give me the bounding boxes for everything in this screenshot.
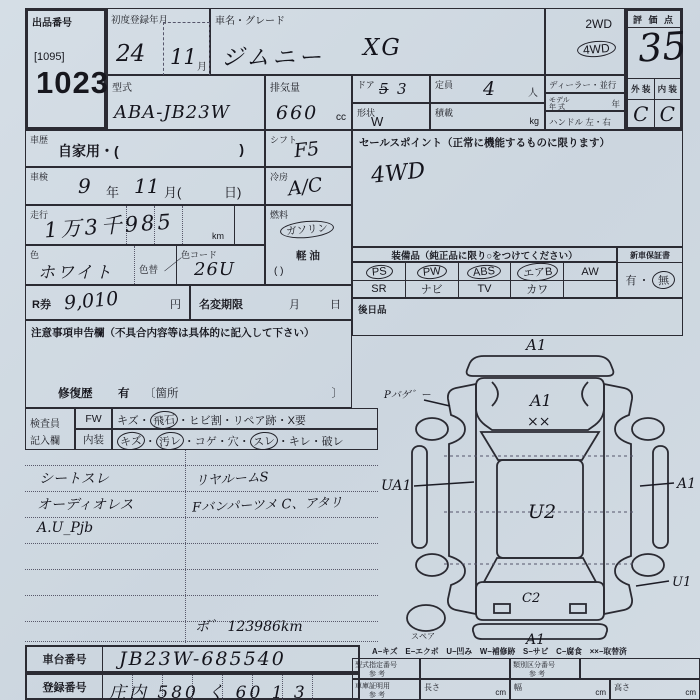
mark-front-bumper: A1 <box>526 336 547 354</box>
garage-label-cell <box>352 679 420 700</box>
history-value: 自家用・( <box>58 143 119 159</box>
mark-roof: U2 <box>528 501 557 523</box>
note-right-1: リヤルームS <box>194 470 269 489</box>
mark-rear-gate: C2 <box>522 591 541 606</box>
type-number-label-cell <box>352 658 420 679</box>
wheel-rear-left <box>416 554 448 576</box>
inspection-month-unit: 月( <box>164 185 182 200</box>
rule <box>185 450 186 643</box>
interior-item: 破レ <box>321 436 344 448</box>
history-label: 車歴 <box>30 135 49 145</box>
dealer-label: ディーラー・並行 <box>549 80 617 90</box>
month-unit: 月 <box>197 62 207 73</box>
rule <box>25 517 378 518</box>
mileage-label: 走行 <box>30 210 49 220</box>
pointer-line-right-rear <box>636 581 669 586</box>
mileage-value: 1万3千985 <box>43 209 175 243</box>
later-items-box <box>352 298 683 336</box>
r-ticket-value: 9,010 <box>63 287 120 315</box>
displacement-unit: cc <box>336 112 346 123</box>
equip-aw: AW <box>563 262 617 281</box>
left-sill <box>412 446 427 548</box>
color-change-label: 色替 <box>139 265 159 276</box>
shape-value: W <box>371 114 384 129</box>
displacement-label: 排気量 <box>270 83 300 94</box>
inspection-day-unit: 日) <box>224 185 242 200</box>
ac-value: A/C <box>286 173 325 201</box>
rear-window-shape <box>484 558 596 582</box>
separator: ・ <box>138 415 150 427</box>
chassis-row <box>25 645 360 673</box>
pointer-line-right <box>640 483 674 486</box>
color-code: 26U <box>194 259 236 280</box>
capacity-value: 4 <box>483 78 496 100</box>
registration-number: 庄内 580 く 60 1 3 <box>109 683 308 700</box>
equip-ps-circled: PS <box>365 263 393 279</box>
inspector-label-1: 検査員 <box>30 419 60 430</box>
name-change-cell <box>190 285 352 320</box>
equip-navi: ナビ <box>405 281 458 298</box>
model-code-cell <box>107 75 265 130</box>
model-year-label1: モデル <box>549 97 570 104</box>
first-registration-cell <box>107 8 210 75</box>
car-damage-diagram <box>380 336 700 645</box>
rule <box>25 465 378 466</box>
interior-item-circled: スレ <box>249 431 278 451</box>
inspection-year: 9 <box>78 174 91 198</box>
divider <box>234 206 235 246</box>
fw-item: X要 <box>287 415 306 427</box>
ref-label: 参 考 <box>529 671 545 678</box>
equip-tv: TV <box>458 281 511 298</box>
door-value: 3 <box>397 80 407 98</box>
separator: ・ <box>216 436 228 448</box>
mark-right-side: A1 <box>677 476 697 492</box>
drive-4wd-circled: 4WD <box>577 39 617 58</box>
headlight-left <box>492 382 498 406</box>
separator: ・ <box>144 436 156 448</box>
type-number-value-cell <box>420 658 510 679</box>
shape-label: 形状 <box>357 108 376 118</box>
shift-cell <box>265 130 352 167</box>
fw-item-circled: 飛石 <box>149 410 178 430</box>
fuel-gasoline-circled: ガソリン <box>279 219 334 241</box>
year-unit: 年 <box>611 99 620 109</box>
spare-tire-shape <box>407 605 445 631</box>
height-cell <box>610 679 700 700</box>
front-bumper-shape <box>467 356 614 376</box>
spare-label: スペア <box>411 632 435 641</box>
inspector-row1-head: FW <box>75 408 112 429</box>
separator: ・ <box>177 415 189 427</box>
rule <box>25 641 378 642</box>
length-label: 長さ <box>424 683 440 692</box>
class-number-label: 類別区分番号 <box>513 662 555 669</box>
length-cell <box>420 679 510 700</box>
rule <box>25 595 378 596</box>
interior-item-circled: キズ <box>116 431 145 451</box>
interior-item: 穴 <box>227 436 239 448</box>
exterior-grade: C <box>628 98 655 130</box>
equip-pw-circled: PW <box>416 263 447 280</box>
interior-item-circled: 汚レ <box>155 431 184 451</box>
grade: XG <box>363 35 402 61</box>
separator: ・ <box>183 436 195 448</box>
separator: ・ <box>638 275 650 287</box>
garage-label: 車庫証明用 <box>355 683 390 690</box>
drive-2wd: 2WD <box>585 17 612 31</box>
shift-value: F5 <box>292 137 321 163</box>
repair-location-close: 〕 <box>331 388 343 400</box>
sales-point-value: 4WD <box>369 158 427 189</box>
class-number-value-cell <box>580 658 700 679</box>
damage-legend: A−キズ E−エクボ U−凹み W−補修跡 S−サビ C−腐食 ××−取替済 <box>372 647 627 656</box>
first-registration-month: 11 <box>170 45 197 69</box>
score-value: 35 <box>636 23 688 71</box>
wheel-front-left <box>416 418 448 440</box>
later-items-label: 後日品 <box>358 305 387 316</box>
ref-label: 参 考 <box>369 692 385 699</box>
divider <box>176 246 177 286</box>
equipment-row-1 <box>352 262 617 281</box>
color-value: ホワイト <box>38 263 114 283</box>
load-label: 積載 <box>435 108 454 118</box>
fuel-cell <box>265 205 352 285</box>
handle-cell <box>545 111 625 130</box>
sales-point-box <box>352 130 683 247</box>
wheel-rear-right <box>632 554 664 576</box>
fuel-diesel: 軽 油 <box>296 250 320 262</box>
equipment-row-2 <box>352 281 617 298</box>
model-year-cell <box>545 93 625 111</box>
rule <box>25 543 378 544</box>
ref-label: 参 考 <box>369 671 385 678</box>
right-sill <box>653 446 668 548</box>
headlight-right <box>582 382 588 406</box>
r-ticket-label: R券 <box>32 299 51 311</box>
repair-history-label: 修復歴 <box>58 388 93 400</box>
sales-point-title: セールスポイント（正常に機能するものに限ります） <box>359 137 611 149</box>
color-change-mark: ／ <box>164 256 180 274</box>
repair-location-open: 〔箇所 <box>144 388 179 400</box>
inspection-month: 11 <box>134 174 160 198</box>
height-label: 高さ <box>614 683 630 692</box>
taillight-left <box>494 604 510 613</box>
capacity-unit: 人 <box>528 88 538 99</box>
door-cell <box>352 75 430 103</box>
model-code: ABA-JB23W <box>114 102 231 123</box>
warranty-value <box>618 264 682 296</box>
notice-title: 注意事項申告欄（不具合内容等は具体的に記入して下さい） <box>31 327 315 339</box>
inspector-row2-head: 内装 <box>75 429 112 450</box>
pointer-line-left <box>414 482 474 486</box>
interior-label: 内 装 <box>657 84 677 94</box>
rule <box>25 569 378 570</box>
divider <box>182 206 183 246</box>
dealer-cell <box>545 75 625 93</box>
exterior-label: 外 装 <box>628 79 655 99</box>
door-old-value: 5 <box>379 80 389 98</box>
door-label: ドア <box>357 80 375 90</box>
interior-grade: C <box>659 102 675 126</box>
first-registration-month-box <box>163 22 210 76</box>
chassis-number: JB23W-685540 <box>119 648 286 670</box>
mark-hood-replaced: ×× <box>527 414 551 430</box>
name-change-label: 名変期限 <box>199 299 243 311</box>
separator: ・ <box>277 436 289 448</box>
ac-cell <box>265 167 352 205</box>
month-unit: 月 <box>289 299 300 311</box>
width-cell <box>510 679 610 700</box>
inspector-label-2: 記入欄 <box>30 436 60 447</box>
cm-unit: cm <box>595 688 606 697</box>
day-unit: 日 <box>330 299 341 311</box>
model-year-label2: 年 式 <box>549 104 565 111</box>
load-unit: kg <box>529 116 539 126</box>
grade-value-row <box>628 98 680 130</box>
notice-box <box>25 320 352 408</box>
score-box <box>625 8 688 130</box>
load-cell <box>430 103 545 130</box>
registration-row <box>25 673 360 700</box>
separator: ・ <box>238 436 250 448</box>
left-side-panel <box>448 384 476 614</box>
cm-unit: cm <box>495 688 506 697</box>
fuel-label: 燃料 <box>270 210 289 220</box>
displacement-cell <box>265 75 352 130</box>
inspector-label-cell <box>25 408 75 450</box>
model-label: 型式 <box>112 83 132 94</box>
equipment-title: 装備品（純正品に限り○をつけてください） <box>352 247 617 262</box>
equip-empty <box>563 281 617 298</box>
separator: ・ <box>276 415 288 427</box>
mileage-cell <box>25 205 265 245</box>
note-right-2: Fバンパーツメ C、アタリ <box>191 495 343 516</box>
mileage-unit: km <box>212 231 224 241</box>
grade-header-row <box>628 78 680 100</box>
type-number-label: 型式指定番号 <box>355 662 397 669</box>
registration-label: 登録番号 <box>27 675 103 698</box>
first-registration-label: 初度登録年月 <box>111 15 169 26</box>
inspector-row1-items <box>112 408 378 429</box>
car-name: ジムニー <box>221 45 325 71</box>
separator: ・ <box>221 415 233 427</box>
score-label: 評 価 点 <box>628 11 680 28</box>
equip-sr: SR <box>352 281 405 298</box>
yen-unit: 円 <box>170 299 181 311</box>
interior-item: コゲ <box>194 436 217 448</box>
chassis-label: 車台番号 <box>27 647 103 671</box>
r-ticket-cell <box>25 285 190 320</box>
shift-label: シフト <box>270 135 298 145</box>
first-registration-year: 24 <box>116 41 146 67</box>
note-seat-wear: シートスレ <box>39 471 109 487</box>
note-audio-less: オーディオレス <box>37 497 134 513</box>
fw-item: ヒビ割 <box>188 415 222 427</box>
mark-left-side: UA1 <box>381 478 412 494</box>
notes-area <box>25 450 378 643</box>
note-misc: A.U_Pjb <box>37 520 94 536</box>
warranty-label: 新車保証書 <box>618 248 682 263</box>
class-number-label-cell <box>510 658 580 679</box>
color-code-label: 色コード <box>181 250 218 260</box>
fw-item: リペア跡 <box>232 415 277 427</box>
hand-note: Pバゲ゛ー <box>384 390 431 401</box>
auction-number-sub: [1095] <box>34 51 65 63</box>
car-name-label: 車名・グレード <box>215 16 285 27</box>
mark-right-rear: U1 <box>672 575 692 590</box>
repair-history-value: 有 <box>118 388 130 400</box>
history-cell <box>25 130 265 167</box>
separator: ・ <box>310 436 322 448</box>
car-name-cell <box>210 8 545 75</box>
rule <box>312 675 313 700</box>
inspection-cell <box>25 167 265 205</box>
mark-rear-bumper: A1 <box>526 632 546 645</box>
capacity-label: 定員 <box>435 80 454 90</box>
wheel-front-right <box>632 418 664 440</box>
taillight-right <box>570 604 586 613</box>
ac-label: 冷房 <box>270 172 289 182</box>
equip-airbag-circled: エアB <box>516 261 559 283</box>
fw-item: キズ <box>117 415 139 427</box>
warranty-yes: 有 <box>625 275 637 287</box>
width-label: 幅 <box>514 683 522 692</box>
handle-label: ハンドル 左・右 <box>549 117 611 127</box>
divider <box>134 246 135 286</box>
warranty-no-circled: 無 <box>651 270 675 290</box>
auction-number-label: 出品番号 <box>32 18 72 29</box>
displacement-value: 660 <box>276 102 319 124</box>
equip-kawa: カワ <box>510 281 563 298</box>
shape-cell <box>352 103 430 130</box>
auction-number-box <box>25 8 107 130</box>
auction-number: 1023 <box>36 65 109 100</box>
note-odometer: ボ゛ 123986km <box>195 619 303 635</box>
inspection-label: 車検 <box>30 172 49 182</box>
color-cell <box>25 245 265 285</box>
equip-abs-circled: ABS <box>467 263 502 280</box>
right-side-panel <box>604 384 632 614</box>
color-label: 色 <box>30 250 40 260</box>
mark-hood: A1 <box>530 391 552 410</box>
warranty-box <box>617 247 683 298</box>
interior-item: キレ <box>288 436 311 448</box>
drive-type-cell <box>545 8 625 75</box>
fuel-paren: ( ) <box>274 266 284 277</box>
cm-unit: cm <box>685 688 696 697</box>
inspection-year-unit: 年 <box>106 185 120 200</box>
capacity-cell <box>430 75 545 103</box>
inspector-row2-items <box>112 429 378 450</box>
history-close: ) <box>239 141 244 157</box>
